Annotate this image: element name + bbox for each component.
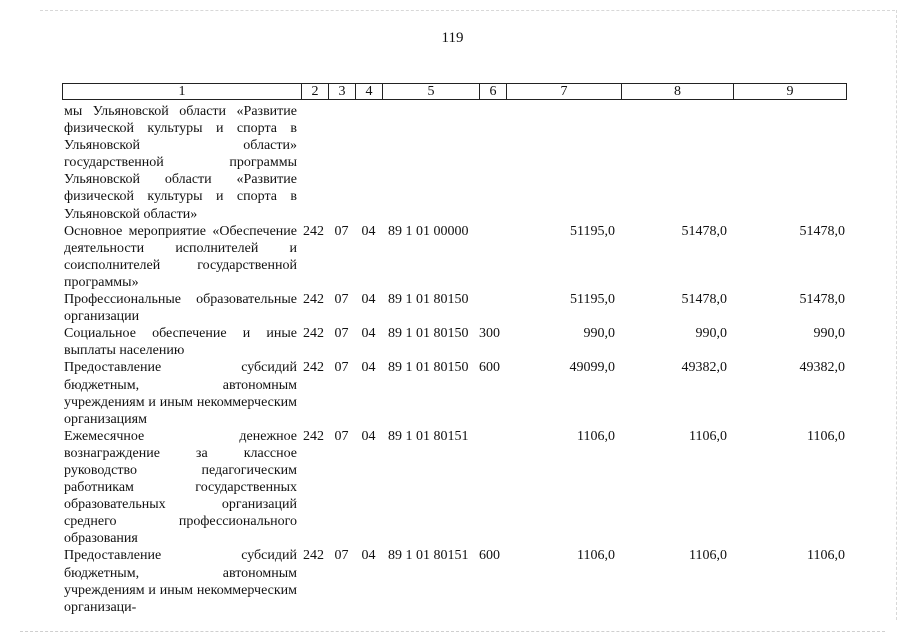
column-header-7: 7 <box>507 84 622 99</box>
cell-col-4: 04 <box>361 548 376 564</box>
table-row <box>62 325 847 359</box>
cell-col-6: 300 <box>479 326 500 342</box>
column-header-8: 8 <box>622 84 734 99</box>
row-description: Профессиональные образовательные организации <box>64 292 297 325</box>
cell-col-8: 1106,0 <box>689 548 727 564</box>
cell-col-5: 89 1 01 00000 <box>388 223 469 239</box>
cell-col-2: 242 <box>303 223 324 239</box>
cell-col-4: 04 <box>361 360 376 376</box>
cell-col-3: 07 <box>334 428 349 444</box>
cell-col-2: 242 <box>303 548 324 564</box>
cell-col-2: 242 <box>303 292 324 308</box>
column-header-6: 6 <box>480 84 507 99</box>
cell-col-8: 990,0 <box>695 326 727 342</box>
cell-col-5: 89 1 01 80151 <box>388 428 469 444</box>
cell-col-4: 04 <box>361 428 376 444</box>
cell-col-7: 51195,0 <box>570 223 615 239</box>
cell-col-5: 89 1 01 80151 <box>388 548 469 564</box>
cell-col-5: 89 1 01 80150 <box>388 292 469 308</box>
cell-col-3: 07 <box>334 548 349 564</box>
scan-edge-top <box>40 10 895 11</box>
cell-col-7: 1106,0 <box>577 428 615 444</box>
cell-col-2: 242 <box>303 428 324 444</box>
row-description: Социальное обеспечение и иные выплаты населению <box>64 326 297 359</box>
cell-col-7: 1106,0 <box>577 548 615 564</box>
row-description: Основное мероприятие «Обеспечение деятельности исполнителей и соисполнителей государственной программы» <box>64 223 297 290</box>
cell-col-6: 600 <box>479 360 500 376</box>
table-header <box>62 83 847 100</box>
table-row <box>62 359 847 427</box>
table-row <box>62 103 847 223</box>
page-number: 119 <box>441 30 464 46</box>
column-header-5: 5 <box>383 84 480 99</box>
cell-col-5: 89 1 01 80150 <box>388 360 469 376</box>
cell-col-8: 51478,0 <box>681 292 727 308</box>
row-description: мы Ульяновской области «Развитие физической культуры и спорта в Ульяновской области» государственной программы Ульяновской области «Развитие физической культуры и спорта в Ульяновской области» <box>64 104 297 222</box>
column-header-3: 3 <box>329 84 356 99</box>
cell-col-9: 51478,0 <box>799 292 845 308</box>
cell-col-2: 242 <box>303 360 324 376</box>
cell-col-9: 1106,0 <box>807 548 845 564</box>
cell-col-8: 49382,0 <box>681 360 727 376</box>
cell-col-7: 49099,0 <box>569 360 615 376</box>
cell-col-4: 04 <box>361 223 376 239</box>
cell-col-9: 990,0 <box>813 326 845 342</box>
column-header-2: 2 <box>302 84 329 99</box>
table-row <box>62 428 847 548</box>
cell-col-3: 07 <box>334 223 349 239</box>
cell-col-9: 51478,0 <box>799 223 845 239</box>
scan-edge-right <box>896 10 897 620</box>
cell-col-5: 89 1 01 80150 <box>388 326 469 342</box>
cell-col-4: 04 <box>361 292 376 308</box>
cell-col-8: 51478,0 <box>681 223 727 239</box>
cell-col-8: 1106,0 <box>689 428 727 444</box>
cell-col-7: 990,0 <box>583 326 615 342</box>
cell-col-9: 1106,0 <box>807 428 845 444</box>
cell-col-3: 07 <box>334 326 349 342</box>
cell-col-3: 07 <box>334 360 349 376</box>
column-header-9: 9 <box>786 84 794 99</box>
cell-col-6: 600 <box>479 548 500 564</box>
cell-col-4: 04 <box>361 326 376 342</box>
column-header-1: 1 <box>63 84 302 99</box>
table-row <box>62 223 847 291</box>
table-body <box>62 103 847 616</box>
cell-col-3: 07 <box>334 292 349 308</box>
column-header-4: 4 <box>356 84 383 99</box>
cell-col-9: 49382,0 <box>799 360 845 376</box>
row-description: Предоставление субсидий бюджетным, автономным учреждениям и иным некоммерческим организаци- <box>64 548 297 615</box>
row-description: Предоставление субсидий бюджетным, автономным учреждениям и иным некоммерческим организациям <box>64 360 297 427</box>
table-row <box>62 547 847 615</box>
scan-edge-bottom <box>20 631 885 632</box>
cell-col-2: 242 <box>303 326 324 342</box>
cell-col-7: 51195,0 <box>570 292 615 308</box>
row-description: Ежемесячное денежное вознаграждение за классное руководство педагогическим работникам государственных образовательных организаций среднего профессионального образования <box>64 428 297 547</box>
table-row <box>62 291 847 325</box>
